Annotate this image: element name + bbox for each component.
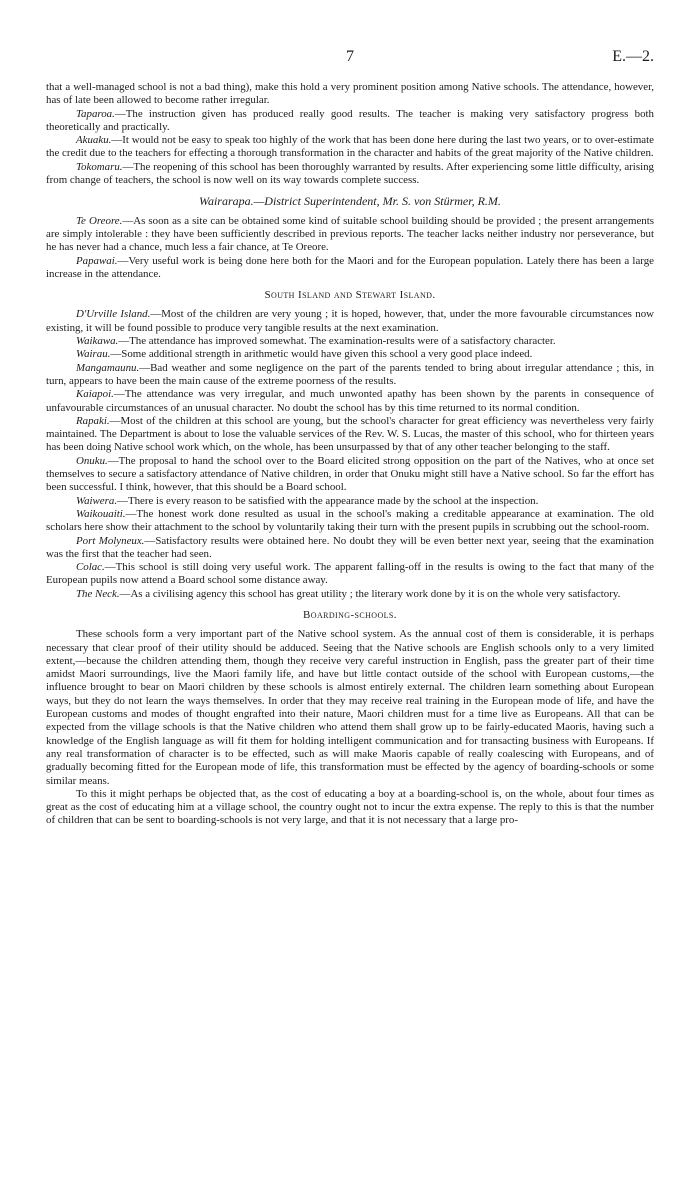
school-name: Waikawa. (76, 335, 119, 348)
paragraph (46, 455, 654, 495)
school-name: Waikouaiti. (76, 507, 126, 520)
school-name: Te Oreore. (76, 214, 123, 227)
paragraph (46, 588, 654, 601)
paragraph (46, 308, 654, 335)
paragraph (46, 161, 654, 188)
school-name: Wairau. (76, 348, 111, 361)
paragraph-text: that a well-managed school is not a bad thing), make this hold a very prominent position among Native schools. The attendance, however, has of late been allowed to become rather irregular. (46, 81, 654, 107)
paragraph (46, 508, 654, 535)
paragraph (46, 215, 654, 255)
paragraph (46, 788, 654, 828)
paragraph (46, 255, 654, 282)
paragraph-text: —Bad weather and some negligence on the part of the parents tended to bring about irregular attendance ; this, in turn, appears to have been the main cause of the extreme poorness of the results. (46, 361, 654, 387)
paragraph-text: —As a civilising agency this school has great utility ; the literary work done by it is on the whole very satisfactory. (119, 587, 621, 600)
school-name: Onuku. (76, 454, 108, 467)
paragraph-text: —As soon as a site can be obtained some kind of suitable school building should be provided ; the present arrangements are simply intolerable : they have been sufficiently described in previous reports. The teacher lacks neither industry nor perseverance, but he has never had a chance, much less a fair chance, at Te Oreore. (46, 214, 654, 254)
paragraph-text: —Very useful work is being done here both for the Maori and for the European population. Lately there has been a large increase in the attendance. (46, 254, 654, 280)
paragraph (46, 415, 654, 455)
paragraph-text: To this it might perhaps be objected that, as the cost of educating a boy at a boarding-school is, on the whole, about four times as great as the cost of educating him at a village school, the country ought not to incur the extra expense. The reply to this is that the number of children that can be sent to boarding-schools is not very large, and that it is not necessary that a large pro- (46, 787, 654, 827)
section-heading: Boarding-schools. (303, 608, 397, 621)
paragraph (46, 388, 654, 415)
paragraph (46, 628, 654, 788)
school-name: Kaiapoi. (76, 388, 114, 401)
paragraph-text: —Satisfactory results were obtained here. No doubt they will be even better next year, seeing that the examination was the first that the teacher had seen. (46, 534, 654, 560)
school-name: Taparoa. (76, 107, 115, 120)
school-name: Waiwera. (76, 494, 118, 507)
school-name: The Neck. (76, 587, 120, 600)
paragraph (46, 134, 654, 161)
document-reference: E.—2. (612, 48, 654, 65)
school-name: Port Molyneux. (76, 534, 145, 547)
page-number: 7 (346, 48, 354, 65)
paragraph-text: —This school is still doing very useful work. The apparent falling-off in the results is owing to the fact that many of the European pupils now attend a Board school some distance away. (46, 561, 654, 587)
paragraph (46, 335, 654, 348)
paragraph-text: —The honest work done resulted as usual in the school's making a creditable appearance at examination. The old scholars here show their attachment to the school by voluntarily taking their turn with the present pupils in scrubbing out the school-room. (46, 507, 654, 534)
district-heading: Wairarapa.—District Superintendent, Mr. S. von Stürmer, R.M. (199, 194, 501, 209)
paragraph (46, 81, 654, 108)
paragraph-text: —The reopening of this school has been thoroughly warranted by results. After experiencing some little difficulty, arising from change of teachers, the school is now well on its way towards complete success. (46, 160, 654, 187)
paragraph-text: —The proposal to hand the school over to the Board elicited strong opposition on the part of the Natives, who at once set themselves to secure a satisfactory attendance of Native children, in order that Onuku might still have a Native school. So far the effort has been successful. I think, however, that this should be a Board school. (46, 454, 654, 494)
paragraph-text: —It would not be easy to speak too highly of the work that has been done here during the last two years, or to over-estimate the credit due to the teachers for effecting a thorough transformation in the character and habits of the great majority of the Native children. (46, 134, 654, 160)
document-body (46, 81, 654, 828)
paragraph-text: —Most of the children at this school are young, but the school's character for great efficiency was nevertheless very fairly maintained. The Department is about to lose the valuable services of the Rev. W. S. Lucas, the master of this school, who for thirteen years has been doing Native school work which, on the whole, has been unsurpassed by that of any other teacher belonging to the staff. (46, 414, 654, 454)
school-name: Tokomaru. (76, 160, 123, 173)
paragraph (46, 535, 654, 562)
paragraph (46, 362, 654, 389)
school-name: Rapaki. (76, 414, 110, 427)
paragraph-text: —Most of the children are very young ; it is hoped, however, that, under the more favourable circumstances now existing, it will be found possible to produce very tangible results at the next examination. (46, 308, 655, 334)
paragraph-text: —The attendance has improved somewhat. The examination-results were of a satisfactory character. (118, 335, 556, 348)
school-name: Mangamaunu. (76, 361, 140, 374)
school-name: Akuaku. (76, 134, 112, 147)
school-name: Colac. (76, 561, 105, 574)
school-name: D'Urville Island. (76, 308, 151, 321)
paragraph (46, 108, 654, 135)
paragraph (46, 495, 654, 508)
paragraph-text: —Some additional strength in arithmetic would have given this school a very good place indeed. (110, 348, 533, 361)
page-header (46, 50, 654, 74)
paragraph-text: These schools form a very important part of the Native school system. As the annual cost of them is considerable, it is perhaps necessary that clear proof of their utility should be adduced. Seeing that the Native schools are English schools only to a very limited extent,—because the children attending them, though they receive very careful instruction in English, pass the greater part of their time amidst Maori surroundings, live the Maori family life, and have but little contact outside of the school with European customs,—the influence brought to bear on Maori children by these schools is almost entirely external. The children learn something about European ways, but they do not learn the ways themselves. In order that they may receive real training in the European mode of life, and have the European customs and modes of thought engrafted into their nature, Maori children must for a time live as Europeans. All that can be expected from the village schools is that the Native children who attend them shall grow up to be fairly-educated Maoris, having such a knowledge of the English language as will fit them for holding intelligent communication and for transacting business with Europeans. If any real transformation of character is to be effected, such as will make Maoris capable of really coalescing with Europeans, and of gradually becoming fitted for the European mode of life, this transformation must be effected by the agency of boarding-schools or some similar means. (46, 628, 654, 787)
paragraph-text: —The attendance was very irregular, and much unwonted apathy has been shown by the parents in consequence of unfavourable circumstances of an unusual character. No doubt the school has by this time returned to its normal condition. (46, 388, 654, 414)
school-name: Papawai. (76, 254, 118, 267)
paragraph (46, 561, 654, 588)
section-heading: South Island and Stewart Island. (264, 289, 436, 302)
paragraph-text: —The instruction given has produced really good results. The teacher is making very satisfactory progress both theoretically and practically. (46, 107, 654, 133)
paragraph-text: —There is every reason to be satisfied with the appearance made by the school at the inspection. (117, 494, 539, 507)
paragraph (46, 348, 654, 361)
